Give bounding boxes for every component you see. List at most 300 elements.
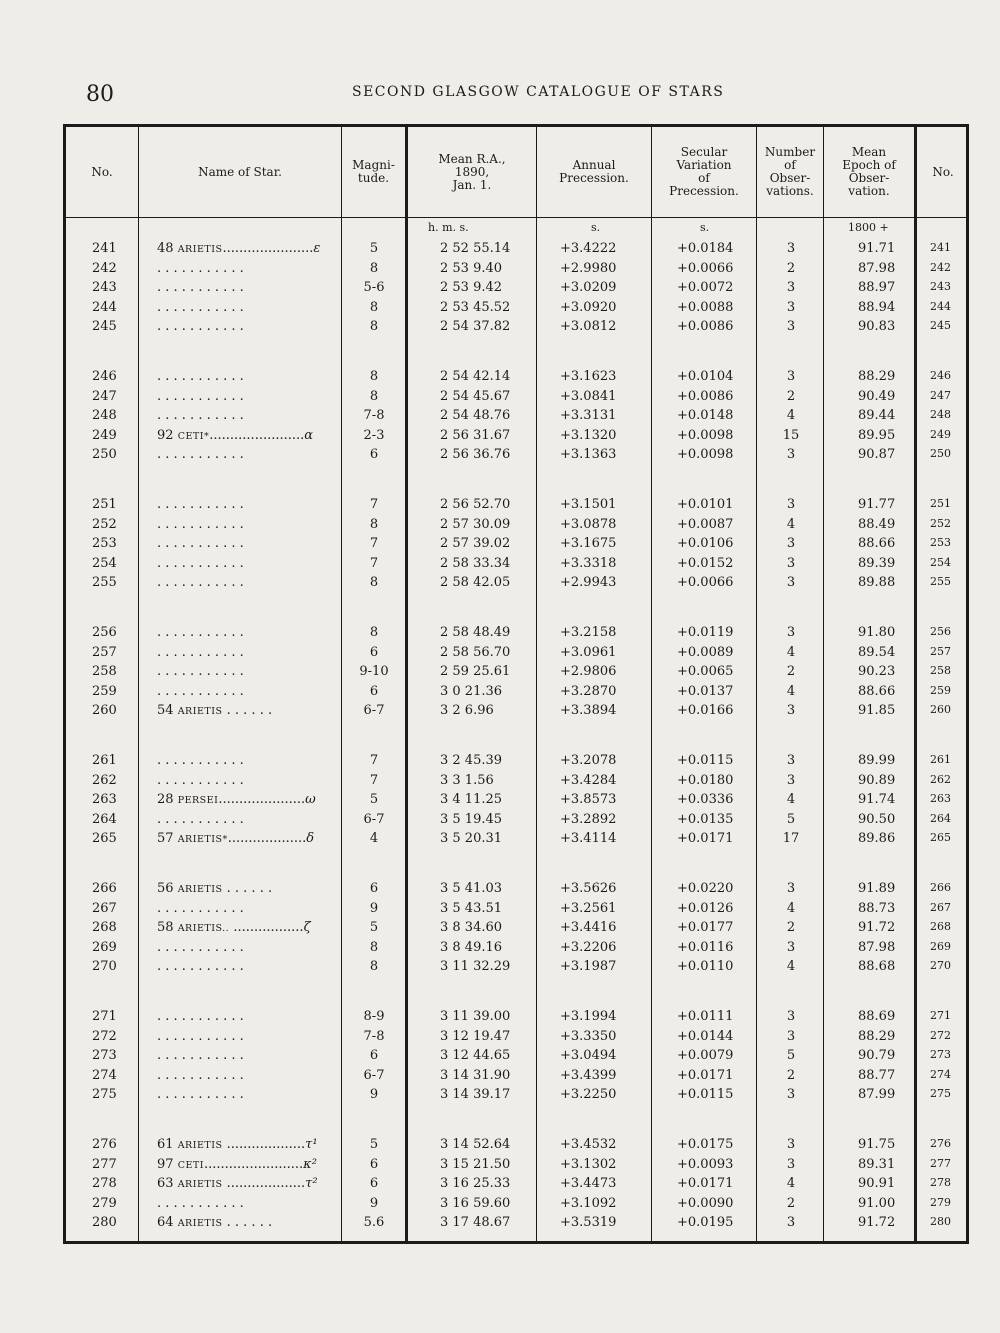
table-row <box>66 1196 966 1216</box>
table-row <box>66 1087 966 1107</box>
mean-epoch: 89.39 <box>858 555 896 571</box>
star-name <box>157 959 334 974</box>
mean-epoch: 91.75 <box>858 1137 896 1152</box>
mean-epoch: 88.77 <box>858 1067 896 1083</box>
secular-variation: +0.0115 <box>677 753 734 768</box>
mean-ra: 2 58 33.34 <box>440 555 511 571</box>
table-row <box>66 1137 966 1157</box>
star-name <box>157 1215 334 1230</box>
mean-epoch: 88.94 <box>858 299 896 315</box>
leader-dots: . . . . . . . . . . . <box>157 447 244 462</box>
annual-precession: +3.1987 <box>560 959 617 974</box>
annual-precession: +3.4222 <box>560 241 617 256</box>
secular-variation: +0.0087 <box>677 516 734 532</box>
magnitude: 7 <box>369 753 379 768</box>
star-name <box>157 575 334 590</box>
star-letter: α <box>304 427 314 443</box>
observation-count: 3 <box>786 319 796 334</box>
secular-variation: +0.0066 <box>677 575 734 590</box>
annual-precession: +2.9943 <box>560 575 617 590</box>
mean-epoch: 88.49 <box>858 516 896 532</box>
header-rule <box>66 217 966 218</box>
observation-count: 5 <box>786 1048 796 1063</box>
annual-precession: +3.4114 <box>560 831 617 846</box>
mean-ra: 2 57 30.09 <box>440 516 511 532</box>
observation-count: 4 <box>786 516 796 532</box>
star-name <box>157 901 334 916</box>
observation-count: 5 <box>786 811 796 827</box>
mean-epoch: 88.66 <box>858 683 896 699</box>
mean-epoch: 91.00 <box>858 1195 896 1211</box>
secular-variation: +0.0171 <box>677 831 734 846</box>
star-number-right: 245 <box>930 319 951 332</box>
running-title: SECOND GLASGOW CATALOGUE OF STARS <box>352 84 725 100</box>
secular-variation: +0.0066 <box>677 260 734 276</box>
secular-variation: +0.0171 <box>677 1176 734 1191</box>
leader-dots: . . . . . . . . . . . <box>157 299 244 315</box>
mean-epoch: 91.80 <box>858 625 896 640</box>
leader-dots: . . . . . . <box>222 703 273 718</box>
leader-dots: . . . . . . . . . . . <box>157 408 244 423</box>
star-number-right: 279 <box>930 1195 951 1209</box>
secular-variation: +0.0086 <box>677 319 734 334</box>
leader-dots: . . . . . . . . . . . <box>157 555 244 571</box>
secular-variation: +0.0115 <box>677 1087 734 1102</box>
secular-variation: +0.0171 <box>677 1067 734 1083</box>
mean-epoch: 87.98 <box>858 939 896 955</box>
table-row <box>66 920 966 940</box>
mean-ra: 3 11 32.29 <box>440 959 511 974</box>
mean-ra: 2 56 31.67 <box>440 427 511 443</box>
header-no-right: No. <box>932 164 954 179</box>
star-name-constellation: PERSEI <box>177 795 219 806</box>
star-name <box>157 389 334 404</box>
annual-precession: +3.1675 <box>560 536 617 551</box>
leader-dots: . . . . . . . . . . . <box>157 939 244 955</box>
secular-variation: +0.0184 <box>677 241 734 256</box>
observation-count: 4 <box>786 683 796 699</box>
star-number: 262 <box>92 772 117 788</box>
star-name <box>157 300 334 315</box>
mean-epoch: 91.89 <box>858 881 896 896</box>
table-row <box>66 497 966 517</box>
observation-count: 15 <box>782 427 800 443</box>
star-name <box>157 1087 334 1102</box>
magnitude: 6 <box>369 1176 379 1191</box>
mean-ra: 2 53 9.40 <box>440 260 503 276</box>
mean-ra: 3 2 45.39 <box>440 753 503 768</box>
observation-count: 4 <box>786 959 796 974</box>
star-name <box>157 881 334 896</box>
table-row <box>66 556 966 576</box>
star-number-right: 255 <box>930 575 951 588</box>
leader-dots: ................... <box>222 1137 306 1152</box>
annual-precession: +3.8573 <box>560 792 617 807</box>
table-row <box>66 753 966 773</box>
observation-count: 3 <box>786 1028 796 1044</box>
observation-count: 3 <box>786 241 796 256</box>
annual-precession: +3.4532 <box>560 1137 617 1152</box>
annual-precession: +3.2078 <box>560 753 617 768</box>
mean-ra: 3 5 20.31 <box>440 831 503 846</box>
star-number-right: 259 <box>930 683 951 697</box>
table-row <box>66 959 966 979</box>
table-row <box>66 261 966 281</box>
star-number: 244 <box>92 299 117 315</box>
annual-precession: +3.4399 <box>560 1067 617 1083</box>
magnitude: 8 <box>369 625 379 640</box>
magnitude: 8 <box>369 260 379 276</box>
star-number-right: 264 <box>930 811 951 825</box>
observation-count: 2 <box>786 260 796 276</box>
magnitude: 4 <box>369 831 379 846</box>
observation-count: 2 <box>786 664 796 679</box>
leader-dots: . . . . . . . . . . . <box>157 772 244 788</box>
magnitude: 7 <box>369 536 379 551</box>
header-annual-precession: Annual Precession. <box>559 158 629 185</box>
observation-count: 3 <box>786 536 796 551</box>
star-name-number: 63 <box>157 1176 178 1191</box>
magnitude: 5.6 <box>363 1215 385 1230</box>
secular-variation: +0.0220 <box>677 881 734 896</box>
annual-precession: +3.0812 <box>560 319 617 334</box>
mean-ra: 3 17 48.67 <box>440 1215 511 1230</box>
observation-count: 3 <box>786 939 796 955</box>
mean-epoch: 89.88 <box>858 575 896 590</box>
star-number-right: 270 <box>930 959 951 972</box>
magnitude: 8 <box>369 516 379 532</box>
magnitude: 9-10 <box>359 664 389 679</box>
star-name <box>157 792 334 807</box>
table-row <box>66 1068 966 1088</box>
leader-dots: ................... <box>227 831 307 846</box>
star-number: 241 <box>92 241 117 256</box>
observation-count: 4 <box>786 408 796 423</box>
star-name <box>157 920 334 935</box>
secular-variation: +0.0166 <box>677 703 734 718</box>
observation-count: 3 <box>786 703 796 718</box>
star-number-right: 250 <box>930 447 951 460</box>
mean-ra: 3 8 34.60 <box>440 920 503 935</box>
leader-dots: . . . . . . . . . . . <box>157 497 244 512</box>
mean-epoch: 89.44 <box>858 408 896 423</box>
star-number-right: 278 <box>930 1176 951 1189</box>
star-name-number: 28 <box>157 792 178 807</box>
star-number: 245 <box>92 319 117 334</box>
table-row <box>66 428 966 448</box>
star-number-right: 260 <box>930 703 951 716</box>
mean-ra: 3 8 49.16 <box>440 939 503 955</box>
leader-dots: ................... <box>222 1176 306 1191</box>
table-row <box>66 773 966 793</box>
star-number: 242 <box>92 260 117 276</box>
annual-precession: +3.4473 <box>560 1176 617 1191</box>
table-row <box>66 684 966 704</box>
observation-count: 2 <box>786 1195 796 1211</box>
mean-epoch: 91.85 <box>858 703 896 718</box>
magnitude: 6 <box>369 683 379 699</box>
star-number: 271 <box>92 1009 117 1024</box>
star-number: 277 <box>92 1156 117 1172</box>
star-number: 261 <box>92 753 117 768</box>
table-row <box>66 901 966 921</box>
star-letter: κ² <box>303 1156 317 1172</box>
star-letter: τ² <box>305 1176 318 1191</box>
star-name <box>157 369 334 384</box>
table-row <box>66 625 966 645</box>
mean-epoch: 90.49 <box>858 388 896 404</box>
leader-dots: . . . . . . . . . . . <box>157 811 244 827</box>
secular-variation: +0.0101 <box>677 497 734 512</box>
star-number-right: 262 <box>930 772 951 786</box>
secular-variation: +0.0098 <box>677 447 734 462</box>
secular-variation: +0.0072 <box>677 280 734 295</box>
star-number-right: 256 <box>930 625 951 638</box>
secular-variation: +0.0106 <box>677 536 734 551</box>
magnitude: 5-6 <box>363 280 385 295</box>
magnitude: 5 <box>369 920 379 935</box>
mean-ra: 2 58 48.49 <box>440 625 511 640</box>
star-number: 256 <box>92 625 117 640</box>
secular-variation: +0.0152 <box>677 555 734 571</box>
observation-count: 2 <box>786 920 796 935</box>
magnitude: 8 <box>369 319 379 334</box>
star-number-right: 247 <box>930 388 951 402</box>
leader-dots: ........................ <box>203 1156 304 1172</box>
star-name <box>157 497 334 512</box>
unit-precession: s. <box>591 221 601 234</box>
catalogue-table <box>63 124 969 1244</box>
star-number-right: 254 <box>930 555 951 569</box>
leader-dots: . . . . . . . . . . . <box>157 319 244 334</box>
annual-precession: +3.3894 <box>560 703 617 718</box>
observation-count: 3 <box>786 575 796 590</box>
mean-epoch: 90.91 <box>858 1176 896 1191</box>
star-number-right: 276 <box>930 1137 951 1150</box>
annual-precession: +3.1994 <box>560 1009 617 1024</box>
secular-variation: +0.0089 <box>677 644 734 660</box>
star-number-right: 275 <box>930 1087 951 1100</box>
magnitude: 7 <box>369 497 379 512</box>
star-number-right: 257 <box>930 644 951 658</box>
star-number: 253 <box>92 536 117 551</box>
annual-precession: +3.0209 <box>560 280 617 295</box>
star-number-right: 246 <box>930 369 951 382</box>
star-number-right: 258 <box>930 664 951 677</box>
star-name-number: 57 <box>157 831 178 846</box>
leader-dots: . . . . . . . . . . . <box>157 575 244 590</box>
secular-variation: +0.0119 <box>677 625 734 640</box>
mean-ra: 2 58 42.05 <box>440 575 511 590</box>
magnitude: 6 <box>369 881 379 896</box>
header-observations: Number of Obser- vations. <box>764 145 816 198</box>
star-name-constellation: CETI <box>177 1159 204 1171</box>
mean-epoch: 89.95 <box>858 427 896 443</box>
magnitude: 8 <box>369 369 379 384</box>
annual-precession: +3.2561 <box>560 900 617 916</box>
star-number: 264 <box>92 811 117 827</box>
mean-ra: 2 56 36.76 <box>440 447 511 462</box>
star-number: 252 <box>92 516 117 532</box>
star-name <box>157 940 334 955</box>
magnitude: 6-7 <box>363 1067 385 1083</box>
annual-precession: +3.2158 <box>560 625 617 640</box>
star-name-constellation: ARIETIS <box>177 244 223 255</box>
annual-precession: +3.5319 <box>560 1215 617 1230</box>
magnitude: 5 <box>369 792 379 807</box>
magnitude: 8 <box>369 388 379 404</box>
mean-epoch: 87.98 <box>858 260 896 276</box>
table-row <box>66 645 966 665</box>
magnitude: 6 <box>369 1156 379 1172</box>
star-name-number: 92 <box>157 427 178 443</box>
leader-dots: . . . . . . . . . . . <box>157 1195 244 1211</box>
header-secular-variation: Secular Variation of Precession. <box>669 145 739 198</box>
annual-precession: +3.1501 <box>560 497 617 512</box>
annual-precession: +3.2206 <box>560 939 617 955</box>
mean-epoch: 88.29 <box>858 1028 896 1044</box>
magnitude: 7-8 <box>363 1028 385 1044</box>
mean-epoch: 88.68 <box>858 959 896 974</box>
annual-precession: +3.4284 <box>560 772 617 788</box>
star-name <box>157 536 334 551</box>
mean-ra: 3 16 59.60 <box>440 1195 511 1211</box>
table-row <box>66 575 966 595</box>
observation-count: 4 <box>786 1176 796 1191</box>
secular-variation: +0.0079 <box>677 1048 734 1063</box>
star-number-right: 266 <box>930 881 951 894</box>
star-number: 259 <box>92 683 117 699</box>
mean-ra: 2 59 25.61 <box>440 664 511 679</box>
annual-precession: +3.2892 <box>560 811 617 827</box>
star-number-right: 244 <box>930 299 951 313</box>
annual-precession: +2.9980 <box>560 260 617 276</box>
table-row <box>66 1009 966 1029</box>
leader-dots: . . . . . . <box>222 1215 273 1230</box>
star-number-right: 241 <box>930 241 951 254</box>
star-name <box>157 517 334 532</box>
mean-ra: 2 58 56.70 <box>440 644 511 660</box>
mean-ra: 2 54 42.14 <box>440 369 511 384</box>
annual-precession: +3.1302 <box>560 1156 617 1172</box>
star-number: 266 <box>92 881 117 896</box>
secular-variation: +0.0090 <box>677 1195 734 1211</box>
magnitude: 6 <box>369 1048 379 1063</box>
observation-count: 17 <box>782 831 800 846</box>
star-name <box>157 645 334 660</box>
annual-precession: +3.0841 <box>560 388 617 404</box>
star-name-constellation: ARIETIS <box>177 1179 223 1190</box>
annual-precession: +3.5626 <box>560 881 617 896</box>
observation-count: 3 <box>786 1087 796 1102</box>
star-name <box>157 1048 334 1063</box>
star-number: 279 <box>92 1195 117 1211</box>
mean-ra: 3 5 19.45 <box>440 811 503 827</box>
annual-precession: +3.1623 <box>560 369 617 384</box>
star-name <box>157 684 334 699</box>
magnitude: 6 <box>369 644 379 660</box>
leader-dots: . . . . . . . . . . . <box>157 753 244 768</box>
star-number-right: 273 <box>930 1048 951 1061</box>
mean-epoch: 88.66 <box>858 536 896 551</box>
header-mean-epoch: Mean Epoch of Obser- vation. <box>842 145 896 198</box>
observation-count: 3 <box>786 369 796 384</box>
star-number-right: 280 <box>930 1215 951 1228</box>
star-number: 278 <box>92 1176 117 1191</box>
leader-dots: . . . . . . . . . . . <box>157 1009 244 1024</box>
star-number-right: 274 <box>930 1067 951 1081</box>
star-number: 265 <box>92 831 117 846</box>
mean-epoch: 90.23 <box>858 664 896 679</box>
star-number-right: 253 <box>930 536 951 549</box>
mean-ra: 2 56 52.70 <box>440 497 511 512</box>
mean-ra: 3 15 21.50 <box>440 1156 511 1172</box>
mean-ra: 2 52 55.14 <box>440 241 511 256</box>
table-row <box>66 664 966 684</box>
mean-epoch: 89.54 <box>858 644 896 660</box>
observation-count: 3 <box>786 555 796 571</box>
secular-variation: +0.0195 <box>677 1215 734 1230</box>
observation-count: 3 <box>786 625 796 640</box>
mean-ra: 2 53 45.52 <box>440 299 511 315</box>
star-number-right: 268 <box>930 920 951 933</box>
star-name-number: 64 <box>157 1215 178 1230</box>
observation-count: 4 <box>786 900 796 916</box>
leader-dots: . . . . . . . . . . . <box>157 1067 244 1083</box>
star-name <box>157 408 334 423</box>
mean-epoch: 91.72 <box>858 1215 896 1230</box>
mean-epoch: 90.79 <box>858 1048 896 1063</box>
mean-ra: 3 5 41.03 <box>440 881 503 896</box>
observation-count: 3 <box>786 881 796 896</box>
star-number: 246 <box>92 369 117 384</box>
star-number: 268 <box>92 920 117 935</box>
annual-precession: +3.0878 <box>560 516 617 532</box>
table-row <box>66 389 966 409</box>
leader-dots: . . . . . . . . . . . <box>157 260 244 276</box>
observation-count: 3 <box>786 280 796 295</box>
unit-epoch: 1800 + <box>848 221 889 234</box>
star-number: 254 <box>92 555 117 571</box>
star-number: 257 <box>92 644 117 660</box>
observation-count: 3 <box>786 497 796 512</box>
observation-count: 3 <box>786 772 796 788</box>
star-name <box>157 1176 334 1191</box>
secular-variation: +0.0093 <box>677 1156 734 1172</box>
secular-variation: +0.0148 <box>677 408 734 423</box>
star-number: 272 <box>92 1028 117 1044</box>
leader-dots: . . . . . . . . . . . <box>157 1028 244 1044</box>
star-name <box>157 753 334 768</box>
star-name <box>157 1157 334 1172</box>
table-row <box>66 517 966 537</box>
magnitude: 5 <box>369 1137 379 1152</box>
secular-variation: +0.0177 <box>677 920 734 935</box>
star-letter: ε <box>313 241 321 256</box>
header-mean-ra: Mean R.A., 1890, Jan. 1. <box>438 151 506 192</box>
observation-count: 3 <box>786 1156 796 1172</box>
mean-epoch: 89.99 <box>858 753 896 768</box>
observation-count: 4 <box>786 792 796 807</box>
mean-epoch: 91.72 <box>858 920 896 935</box>
mean-epoch: 89.86 <box>858 831 896 846</box>
star-name <box>157 1196 334 1211</box>
star-name <box>157 1137 334 1152</box>
leader-dots: . . . . . . . . . . . <box>157 625 244 640</box>
star-number-right: 269 <box>930 939 951 953</box>
star-number: 275 <box>92 1087 117 1102</box>
star-name <box>157 261 334 276</box>
